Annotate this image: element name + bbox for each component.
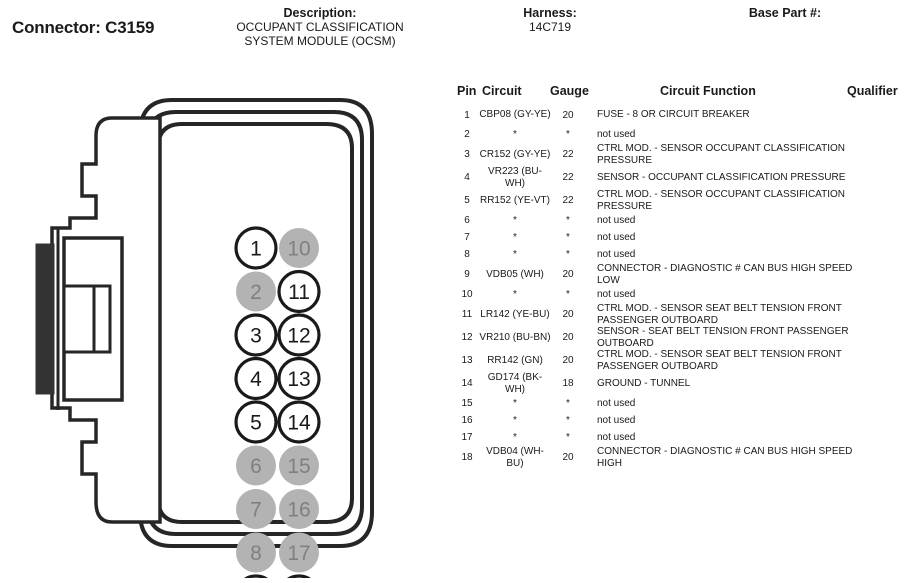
cell-circuit: RR142 (GN): [487, 354, 543, 366]
cell-circuit: *: [513, 128, 517, 140]
pin-grid: [236, 228, 319, 578]
harness-block: [455, 6, 645, 34]
cell-pin: 15: [461, 398, 473, 409]
harness-value: 14C719: [528, 20, 572, 34]
table-row: [455, 446, 914, 469]
cell-pin: 5: [464, 195, 470, 206]
cell-function: CTRL MOD. - SENSOR SEAT BELT TENSION FRONT PASSENGER OUTBOARD: [597, 303, 842, 326]
cell-pin: 7: [464, 232, 470, 243]
pin-number-17: 17: [287, 542, 311, 565]
pinout-table: [455, 84, 914, 469]
connector-keyway-slot-left: [64, 286, 94, 352]
cell-gauge: *: [566, 415, 570, 426]
cell-pin: 11: [461, 309, 473, 320]
connector-seal-profile: [36, 244, 54, 394]
cell-circuit: *: [513, 231, 517, 243]
cell-gauge: *: [566, 432, 570, 443]
base-part-caption: Base Part #:: [748, 6, 822, 20]
description-line-2: SYSTEM MODULE (OCSM): [244, 34, 396, 48]
cell-gauge: *: [566, 232, 570, 243]
cell-function: not used: [597, 288, 636, 300]
cell-gauge: *: [566, 215, 570, 226]
cell-function: CONNECTOR - DIAGNOSTIC # CAN BUS HIGH SPEED LOW: [597, 263, 853, 286]
connector-id-label: Connector: C3159: [12, 18, 155, 37]
description-block: [180, 6, 460, 48]
table-row: [455, 412, 914, 429]
cell-gauge: *: [566, 398, 570, 409]
table-row: [455, 104, 914, 126]
page-header: [0, 0, 914, 70]
cell-function: not used: [597, 397, 636, 409]
cell-circuit: VR210 (BU-BN): [479, 331, 551, 343]
cell-pin: 9: [464, 269, 470, 280]
cell-circuit: *: [513, 414, 517, 426]
column-header-function: Circuit Function: [660, 84, 756, 98]
cell-gauge: 22: [562, 195, 574, 206]
pin-number-8: 8: [250, 542, 262, 565]
column-header-circuit: Circuit: [482, 84, 522, 98]
cell-pin: 12: [461, 332, 473, 343]
cell-pin: 3: [464, 149, 470, 160]
table-row: [455, 166, 914, 189]
pin-number-3: 3: [250, 324, 262, 348]
cell-function: not used: [597, 214, 636, 226]
pin-number-6: 6: [250, 455, 262, 478]
pin-number-15: 15: [287, 455, 311, 478]
cell-circuit: *: [513, 397, 517, 409]
cell-pin: 1: [464, 109, 470, 121]
cell-pin: 18: [461, 452, 473, 463]
pin-number-10: 10: [287, 237, 311, 261]
table-row: [455, 372, 914, 395]
cell-gauge: 20: [562, 109, 574, 121]
cell-gauge: *: [566, 289, 570, 300]
cell-pin: 13: [461, 355, 473, 366]
table-row: [455, 143, 914, 166]
cell-pin: 6: [464, 215, 470, 226]
pin-number-5: 5: [250, 411, 262, 435]
cell-function: CTRL MOD. - SENSOR OCCUPANT CLASSIFICATION PRESSURE: [597, 143, 845, 166]
table-row: [455, 429, 914, 446]
cell-gauge: *: [566, 249, 570, 260]
pin-circle-18: [279, 576, 319, 578]
cell-pin: 8: [464, 249, 470, 260]
pin-number-4: 4: [250, 368, 262, 391]
cell-gauge: 18: [562, 378, 574, 389]
cell-function: GROUND - TUNNEL: [597, 377, 691, 389]
pin-circle-9: [236, 576, 276, 578]
pin-number-14: 14: [287, 411, 311, 435]
table-row: [455, 189, 914, 212]
description-line-1: OCCUPANT CLASSIFICATION: [236, 20, 404, 34]
cell-gauge: 22: [562, 149, 574, 160]
connector-diagram: [0, 78, 450, 578]
cell-circuit: *: [513, 431, 517, 443]
cell-gauge: 20: [562, 452, 574, 463]
table-row: [455, 263, 914, 286]
cell-circuit: VR223 (BU-WH): [488, 166, 542, 189]
cell-function: not used: [597, 248, 636, 260]
cell-function: FUSE - 8 OR CIRCUIT BREAKER: [597, 109, 750, 121]
cell-circuit: VDB04 (WH-BU): [486, 446, 544, 469]
column-header-gauge: Gauge: [550, 84, 589, 98]
table-row: [455, 126, 914, 143]
cell-gauge: *: [566, 129, 570, 140]
table-row: [455, 349, 914, 372]
cell-gauge: 20: [562, 269, 574, 280]
cell-function: CTRL MOD. - SENSOR SEAT BELT TENSION FRONT PASSENGER OUTBOARD: [597, 349, 842, 372]
table-row: [455, 212, 914, 229]
cell-function: not used: [597, 231, 636, 243]
pin-number-7: 7: [250, 498, 262, 522]
table-row: [455, 229, 914, 246]
pin-number-1: 1: [250, 237, 262, 261]
pin-number-13: 13: [287, 368, 311, 391]
cell-pin: 16: [461, 415, 473, 426]
cell-gauge: 20: [562, 332, 574, 343]
table-row: [455, 303, 914, 326]
cell-function: SENSOR - SEAT BELT TENSION FRONT PASSENGER OUTBOARD: [597, 326, 849, 349]
cell-pin: 14: [461, 378, 473, 389]
cell-pin: 4: [464, 172, 470, 183]
pin-number-16: 16: [287, 498, 311, 522]
column-header-qualifier: Qualifier: [847, 84, 898, 98]
cell-pin: 2: [464, 129, 470, 140]
column-header-pin: Pin: [457, 84, 477, 98]
pinout-table-header: [455, 84, 914, 104]
cell-circuit: CR152 (GY-YE): [479, 148, 551, 160]
table-row: [455, 286, 914, 303]
cell-circuit: *: [513, 214, 517, 226]
cell-circuit: *: [513, 248, 517, 260]
cell-circuit: VDB05 (WH): [486, 268, 544, 280]
cell-function: CTRL MOD. - SENSOR OCCUPANT CLASSIFICATION PRESSURE: [597, 189, 845, 212]
cell-pin: 17: [461, 432, 473, 443]
cell-function: CONNECTOR - DIAGNOSTIC # CAN BUS HIGH SPEED HIGH: [597, 446, 853, 469]
cell-pin: 10: [461, 289, 473, 300]
pin-number-11: 11: [288, 281, 310, 304]
cell-circuit: LR142 (YE-BU): [480, 308, 550, 320]
cell-function: SENSOR - OCCUPANT CLASSIFICATION PRESSURE: [597, 171, 846, 183]
pin-number-2: 2: [250, 281, 262, 304]
cell-circuit: CBP08 (GY-YE): [479, 109, 551, 121]
cell-gauge: 22: [562, 172, 574, 183]
harness-caption: Harness:: [523, 6, 577, 20]
cell-gauge: 20: [562, 309, 574, 320]
cell-circuit: GD174 (BK-WH): [487, 372, 543, 395]
cell-function: not used: [597, 128, 636, 140]
cell-circuit: RR152 (YE-VT): [479, 194, 550, 206]
table-row: [455, 326, 914, 349]
table-row: [455, 395, 914, 412]
pin-number-12: 12: [287, 324, 311, 348]
pinout-table-body: [455, 104, 914, 469]
table-row: [455, 246, 914, 263]
cell-function: not used: [597, 414, 636, 426]
description-caption: Description:: [283, 6, 357, 20]
cell-function: not used: [597, 431, 636, 443]
base-part-block: [680, 6, 890, 20]
cell-gauge: 20: [562, 355, 574, 366]
connector-keyway-slot-right: [94, 286, 110, 352]
cell-circuit: *: [513, 288, 517, 300]
